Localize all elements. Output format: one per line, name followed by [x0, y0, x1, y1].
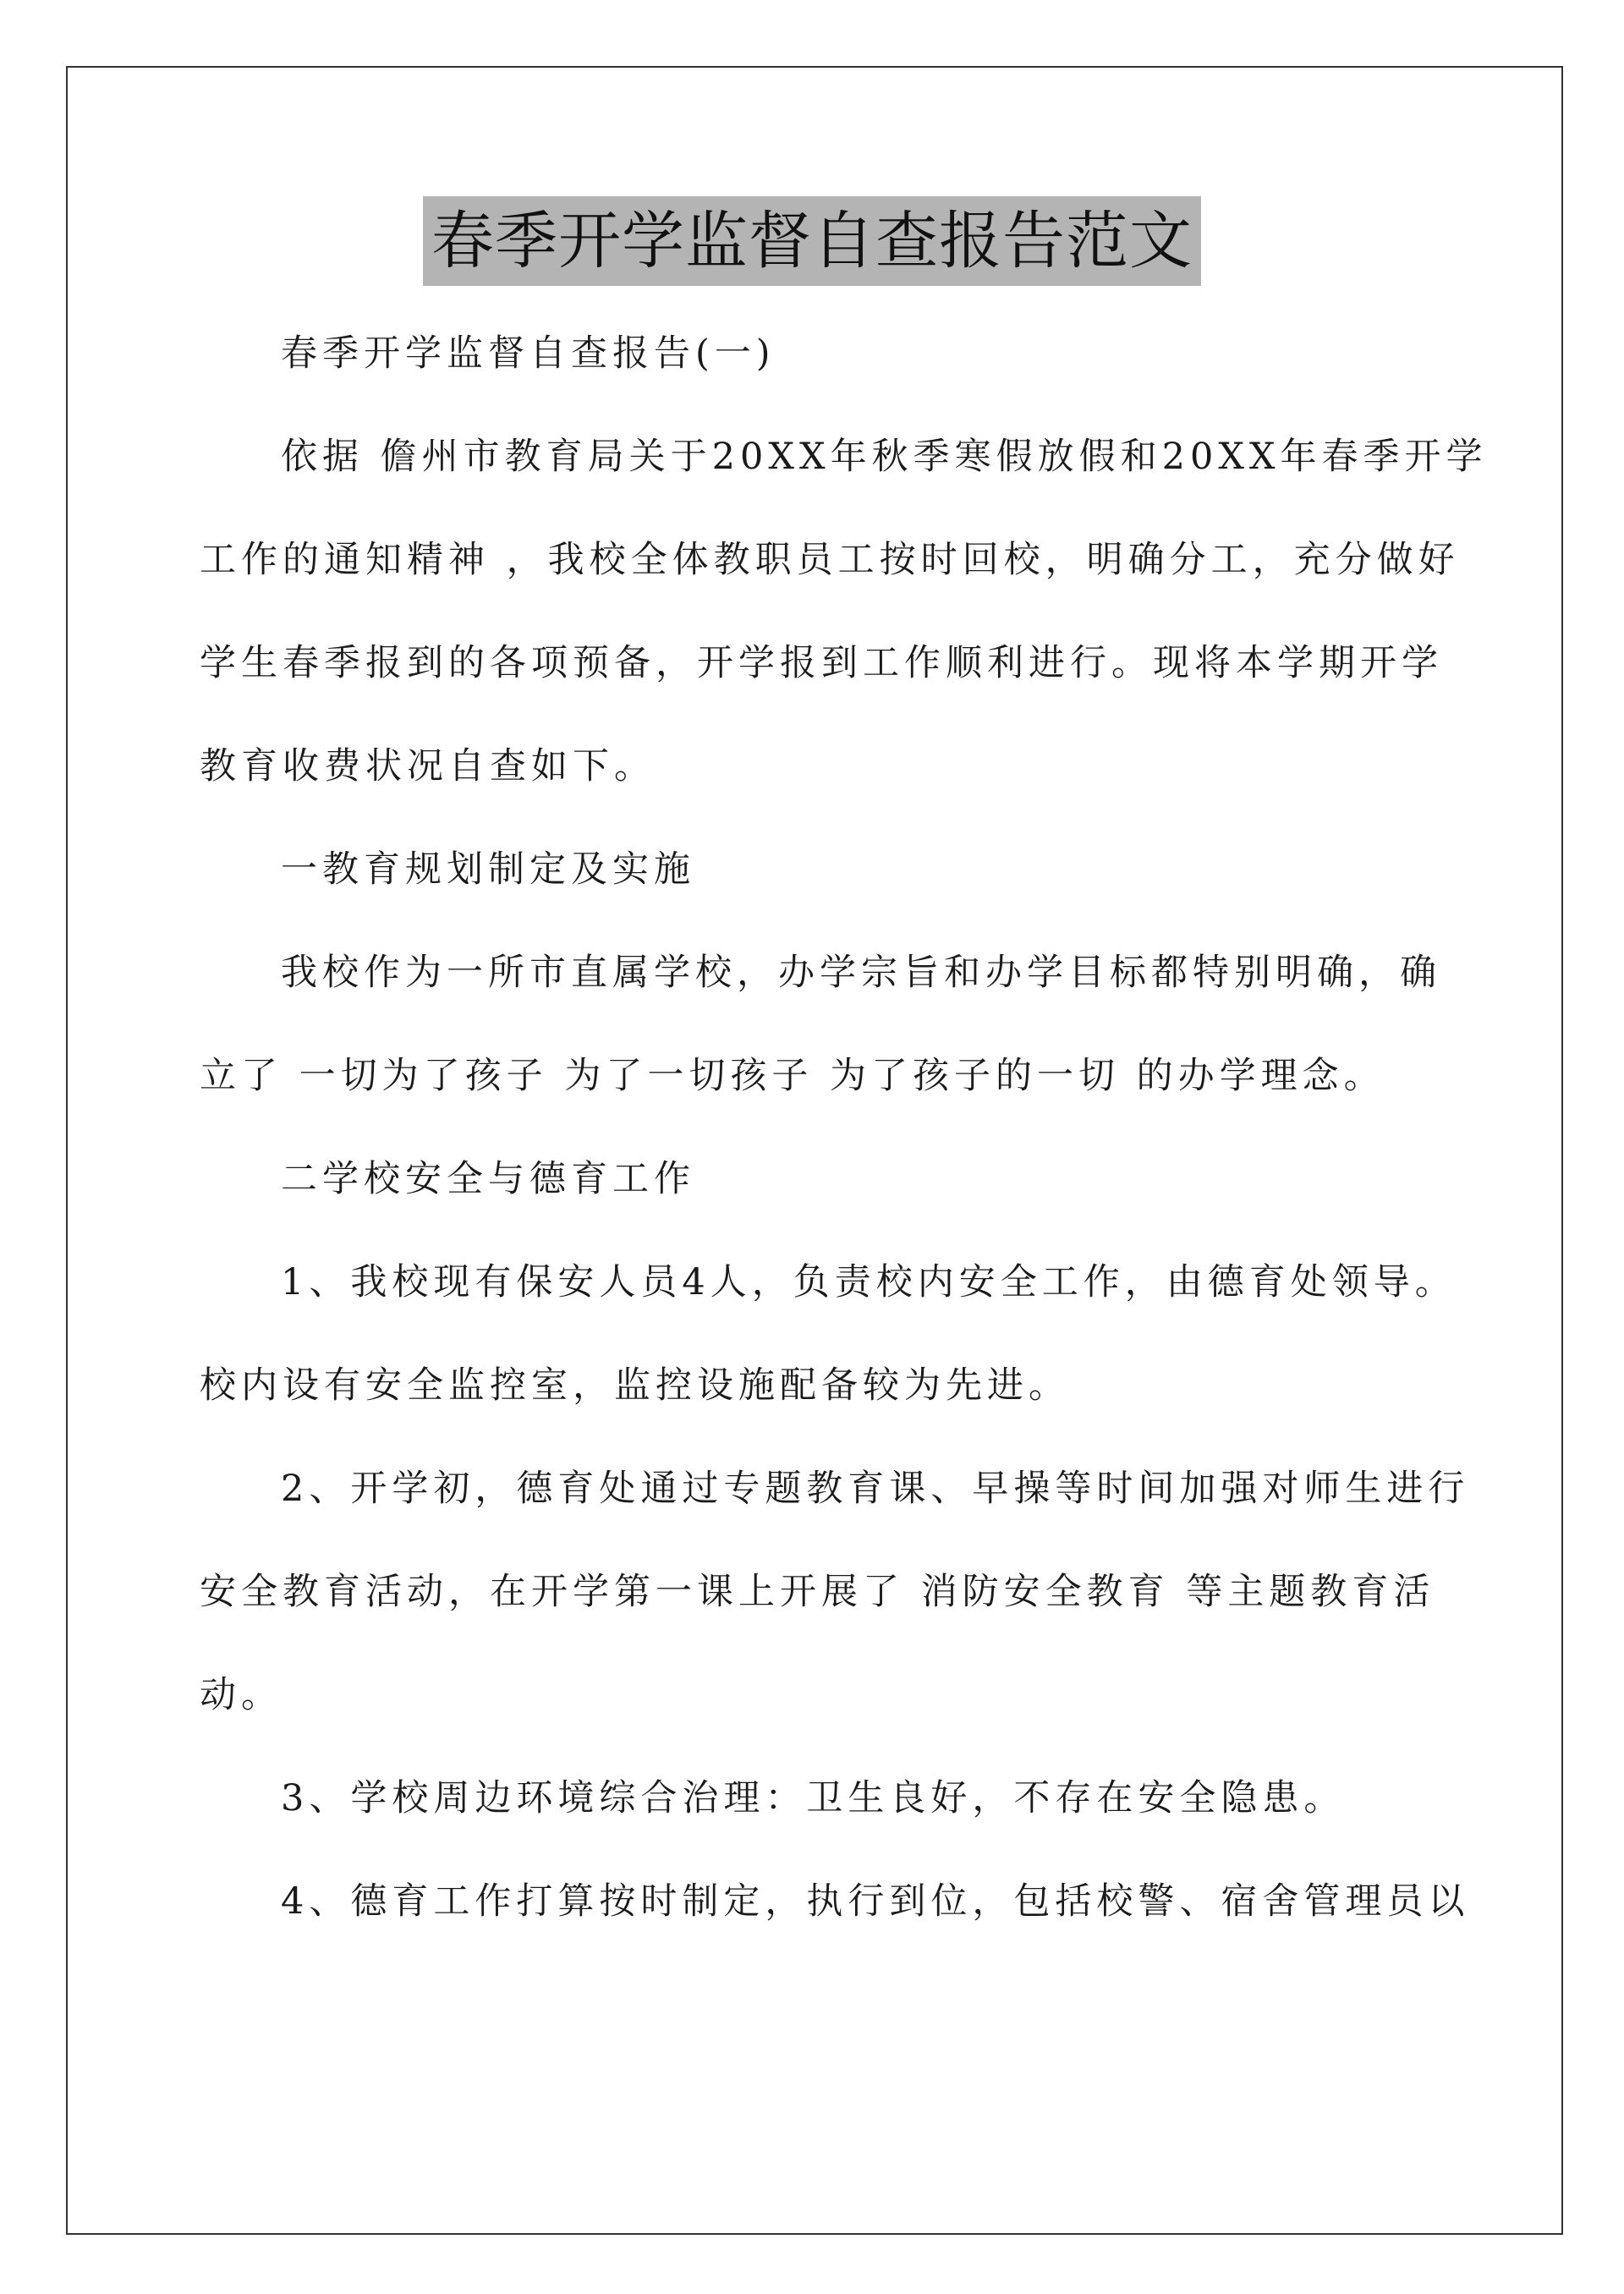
heading-section-1: 春季开学监督自查报告(一) [281, 332, 776, 375]
document-title: 春季开学监督自查报告范文 [423, 196, 1201, 286]
paragraph-line: 动。 [200, 1674, 283, 1716]
paragraph-line: 3、学校周边环境综合治理：卫生良好，不存在安全隐患。 [281, 1777, 1346, 1819]
paragraph-line: 我校作为一所市直属学校，办学宗旨和办学目标都特别明确，确 [281, 952, 1441, 994]
paragraph-line: 依据 儋州市教育局关于20XX年秋季寒假放假和20XX年春季开学 [281, 436, 1488, 478]
paragraph-line: 校内设有安全监控室，监控设施配备较为先进。 [200, 1364, 1070, 1407]
paragraph-line: 2、开学初，德育处通过专题教育课、早操等时间加强对师生进行 [281, 1468, 1470, 1510]
paragraph-line: 4、德育工作打算按时制定，执行到位，包括校警、宿舍管理员以 [281, 1880, 1470, 1923]
heading-subsection: 二学校安全与德育工作 [281, 1158, 695, 1200]
title-container [0, 196, 1624, 286]
paragraph-line: 安全教育活动，在开学第一课上开展了 消防安全教育 等主题教育活 [200, 1571, 1435, 1613]
paragraph-line: 学生春季报到的各项预备，开学报到工作顺利进行。现将本学期开学 [200, 642, 1443, 684]
paragraph-line: 立了 一切为了孩子 为了一切孩子 为了孩子的一切 的办学理念。 [200, 1055, 1385, 1097]
heading-subsection: 一教育规划制定及实施 [281, 848, 695, 891]
paragraph-line: 1、我校现有保安人员4人，负责校内安全工作，由德育处领导。 [281, 1261, 1457, 1303]
paragraph-line: 工作的通知精神 ，我校全体教职员工按时回校，明确分工，充分做好 [200, 539, 1460, 581]
paragraph-line: 教育收费状况自查如下。 [200, 745, 656, 788]
